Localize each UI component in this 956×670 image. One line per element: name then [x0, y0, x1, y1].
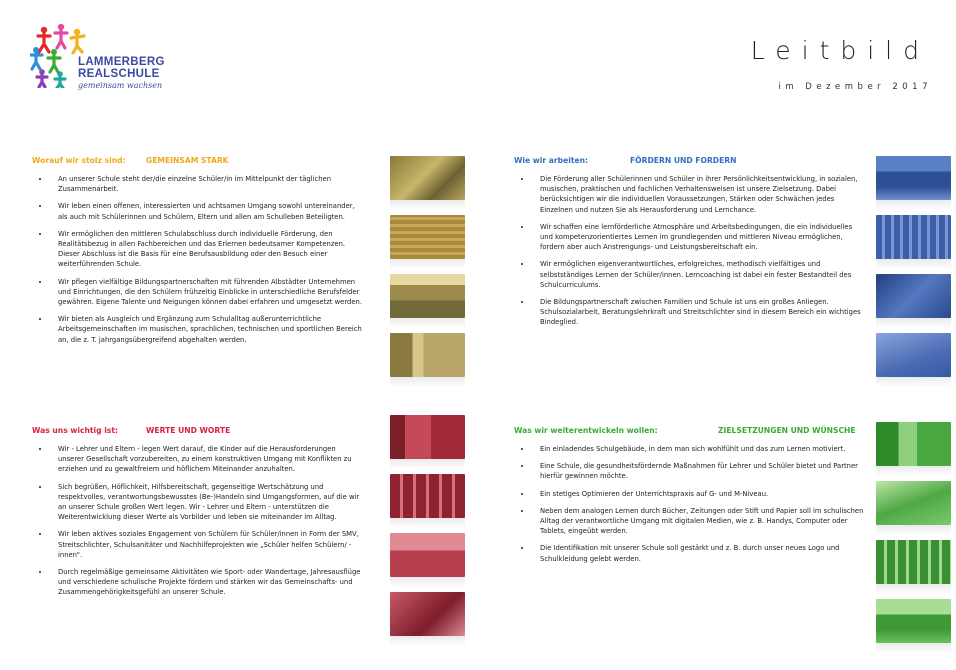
page-title: Leitbild: [750, 36, 930, 65]
photo-column-stolz: [390, 156, 465, 392]
list-item: • Die Förderung aller Schülerinnen und Schüler in ihrer Persönlichkeitsentwicklung, in sozialen, musischen, praktischen und fachlichen Verhaltensweisen ist unsere Zielsetzung. Dabei berücksichtigen wir die individuellen Voraussetzungen, Stärken oder Schwächen jedes Einzelnen und nutzen Sie als Herausforderung und Lernchance.: [532, 174, 864, 215]
school-photo: [390, 215, 465, 259]
section-keyword: GEMEINSAM STARK: [146, 156, 229, 165]
section-keyword: WERTE UND WORTE: [146, 426, 231, 435]
logo-tagline: gemeinsam wachsen: [78, 81, 163, 90]
section-heading: [32, 156, 362, 168]
school-photo: [876, 422, 951, 466]
photo-column-wichtig: [390, 415, 465, 651]
school-photo: [390, 274, 465, 318]
section-wichtig: [32, 426, 362, 605]
list-item: • Die Bildungspartnerschaft zwischen Familien und Schule ist uns ein großes Anliegen. Schulsozialarbeit, Beratungslehrkraft und Streitschlichter sind in diesem Bereich ein wichtiges Bindeglied.: [532, 297, 864, 328]
list-item: • Die Identifikation mit unserer Schule soll gestärkt und z. B. durch unser neues Logo und Schulkleidung gelebt werden.: [532, 543, 864, 563]
list-item: • Wir ermöglichen den mittleren Schulabschluss durch individuelle Förderung, den Realitätsbezug in allen Fachbereichen und das Erlernen bedeutsamer Kompetenzen. Dieser Abschluss ist die Basis für eine Berufsausbildung oder den Besuch einer weiterführenden Schule.: [50, 229, 362, 270]
section-label: Was uns wichtig ist:: [32, 426, 118, 435]
list-item: • Wir leben einen offenen, interessierten und achtsamen Umgang sowohl untereinander, als auch mit Schülerinnen und Schülern, Eltern und allen am Schulleben Beteiligten.: [50, 201, 362, 221]
school-photo: [876, 333, 951, 377]
school-photo: [390, 333, 465, 377]
school-photo: [876, 156, 951, 200]
school-photo: [876, 481, 951, 525]
school-photo: [876, 599, 951, 643]
section-weiter: [514, 426, 864, 571]
photo-column-weiter: [876, 422, 951, 658]
school-photo: [876, 540, 951, 584]
bullet-list: [514, 444, 864, 564]
school-logo: [30, 22, 180, 102]
section-label: Was wir weiterentwickeln wollen:: [514, 426, 658, 435]
section-stolz: [32, 156, 362, 352]
section-heading: [514, 156, 864, 168]
list-item: • Wir schaffen eine lernförderliche Atmosphäre und Arbeitsbedingungen, die ein individuelles und kompetenzorientiertes Lernen im grundlegenden und mittleren Niveau ermöglichen, fordern aber auch Anstrengungs- und Leistungsbereitschaft ein.: [532, 222, 864, 253]
list-item: • Wir - Lehrer und Eltern - legen Wert darauf, die Kinder auf die Herausforderungen unserer Gesellschaft vorzubereiten, zu einem konstruktiven Umgang mit Konflikten zu erziehen und zu gewaltfreiem und höflichem Miteinander anzuhalten.: [50, 444, 362, 475]
school-photo: [390, 474, 465, 518]
school-photo: [390, 156, 465, 200]
list-item: • Wir leben aktives soziales Engagement von Schülern für Schüler/innen in Form der SMV, Streitschlichter, Schulsanitäter und Nachhilfeprojekten wie „Schüler helfen Schülern/ -innen“.: [50, 529, 362, 560]
list-item: • Sich begrüßen, Höflichkeit, Hilfsbereitschaft, gegenseitige Wertschätzung und respektvolles, verantwortungsbewusstes (Be-)Handeln sind Umgangsformen, auf die wir an unserer Schule großen Wert legen. Wir - Lehrer und Eltern - unterstützen die Weiterentwicklung dieser Werte als Vorbilder und leben sie miteinander im Alltag.: [50, 482, 362, 523]
photo-column-arbeiten: [876, 156, 951, 392]
school-photo: [390, 533, 465, 577]
list-item: • Wir ermöglichen eigenverantwortliches, erfolgreiches, methodisch vielfältiges und selbstständiges Lernen der Schüler/innen. Lerncoaching ist dabei ein fester Bestandteil des Schulcurriculums.: [532, 259, 864, 290]
school-photo: [390, 415, 465, 459]
logo-line-1: LAMMERBERG: [78, 56, 165, 68]
school-photo: [876, 274, 951, 318]
list-item: • Neben dem analogen Lernen durch Bücher, Zeitungen oder Stift und Papier soll im schulischen Alltag der verantwortliche Umgang mit digitalen Medien, wie z. B. Handys, Computer oder Tablets, eingeübt werden.: [532, 506, 864, 537]
section-arbeiten: [514, 156, 864, 335]
bullet-list: [32, 174, 362, 345]
bullet-list: [32, 444, 362, 598]
list-item: • Durch regelmäßige gemeinsame Aktivitäten wie Sport- oder Wandertage, Jahresausflüge und verschiedene schulische Projekte fördern und stärken wir das Gemeinschafts- und Zusammengehörigkeitsgefühl an unserer Schule.: [50, 567, 362, 598]
section-label: Worauf wir stolz sind:: [32, 156, 126, 165]
list-item: • Ein einladendes Schulgebäude, in dem man sich wohlfühlt und das zum Lernen motiviert.: [532, 444, 864, 454]
section-label: Wie wir arbeiten:: [514, 156, 589, 165]
list-item: • Wir pflegen vielfältige Bildungspartnerschaften mit führenden Albstädter Unternehmen und Einrichtungen, die den Schülern frühzeitig Einblicke in unterschiedliche Berufsfelder gewähren. Eigene Talente und Neigungen können dabei erfahren und umgesetzt werden.: [50, 277, 362, 308]
list-item: • An unserer Schule steht der/die einzelne Schüler/in im Mittelpunkt der täglichen Zusammenarbeit.: [50, 174, 362, 194]
logo-line-2: REALSCHULE: [78, 68, 160, 80]
list-item: • Wir bieten als Ausgleich und Ergänzung zum Schulalltag außerunterrichtliche Arbeitsgemeinschaften im musischen, sprachlichen, technischen und sportlichen Bereich an, die z. T. jahrgangsübergreifend abgehalten werden.: [50, 314, 362, 345]
section-keyword: ZIELSETZUNGEN UND WÜNSCHE: [718, 426, 856, 435]
page-subtitle: im Dezember 2017: [778, 82, 932, 92]
school-photo: [876, 215, 951, 259]
school-photo: [390, 592, 465, 636]
logo-text: [78, 56, 165, 90]
section-keyword: FÖRDERN UND FORDERN: [630, 156, 737, 165]
bullet-list: [514, 174, 864, 328]
section-heading: [32, 426, 362, 438]
section-heading: [514, 426, 864, 438]
list-item: • Eine Schule, die gesundheitsfördernde Maßnahmen für Lehrer und Schüler bietet und Partner hierfür gewinnen möchte.: [532, 461, 864, 481]
list-item: • Ein stetiges Optimieren der Unterrichtspraxis auf G- und M-Niveau.: [532, 489, 864, 499]
